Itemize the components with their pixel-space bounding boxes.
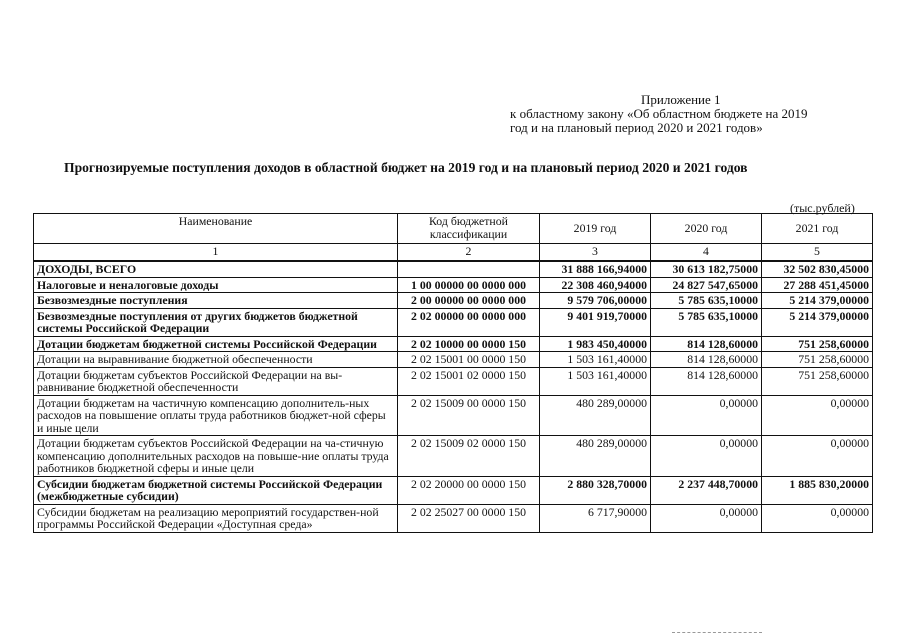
cell-2021: 0,00000 bbox=[762, 504, 873, 532]
cell-2019: 1 983 450,40000 bbox=[540, 336, 651, 352]
cell-name: Дотации бюджетам субъектов Российской Федерации на вы-равнивание бюджетной обеспеченности bbox=[34, 367, 398, 395]
table-body bbox=[34, 261, 873, 532]
header-name: Наименование bbox=[34, 214, 398, 244]
header-2020: 2020 год bbox=[651, 214, 762, 244]
column-number: 5 bbox=[762, 244, 873, 262]
column-number: 1 bbox=[34, 244, 398, 262]
cell-code: 2 02 00000 00 0000 000 bbox=[398, 308, 540, 336]
cell-name: ДОХОДЫ, ВСЕГО bbox=[34, 261, 398, 277]
cell-2020: 0,00000 bbox=[651, 436, 762, 477]
cell-2019: 9 579 706,00000 bbox=[540, 293, 651, 309]
scan-artifact bbox=[672, 632, 762, 636]
cell-name: Дотации на выравнивание бюджетной обеспеченности bbox=[34, 352, 398, 368]
cell-code: 2 02 15009 00 0000 150 bbox=[398, 395, 540, 436]
table-row bbox=[34, 504, 873, 532]
cell-2020: 814 128,60000 bbox=[651, 352, 762, 368]
table-row bbox=[34, 277, 873, 293]
cell-2019: 31 888 166,94000 bbox=[540, 261, 651, 277]
cell-2019: 480 289,00000 bbox=[540, 436, 651, 477]
cell-code bbox=[398, 261, 540, 277]
header-code: Код бюджетной классификации bbox=[398, 214, 540, 244]
cell-name: Дотации бюджетам на частичную компенсацию дополнитель-ных расходов на повышение оплаты труда работников бюджет-ной сферы и иные цели bbox=[34, 395, 398, 436]
cell-2021: 27 288 451,45000 bbox=[762, 277, 873, 293]
table-row bbox=[34, 436, 873, 477]
cell-code: 2 00 00000 00 0000 000 bbox=[398, 293, 540, 309]
cell-2020: 814 128,60000 bbox=[651, 336, 762, 352]
column-number: 2 bbox=[398, 244, 540, 262]
table-row bbox=[34, 476, 873, 504]
table-row bbox=[34, 367, 873, 395]
cell-name: Безвозмездные поступления от других бюджетов бюджетной системы Российской Федерации bbox=[34, 308, 398, 336]
column-number: 4 bbox=[651, 244, 762, 262]
header-2019: 2019 год bbox=[540, 214, 651, 244]
cell-name: Безвозмездные поступления bbox=[34, 293, 398, 309]
cell-code: 1 00 00000 00 0000 000 bbox=[398, 277, 540, 293]
cell-2019: 22 308 460,94000 bbox=[540, 277, 651, 293]
cell-2021: 0,00000 bbox=[762, 395, 873, 436]
cell-name: Субсидии бюджетам бюджетной системы Российской Федерации (межбюджетные субсидии) bbox=[34, 476, 398, 504]
cell-code: 2 02 15001 00 0000 150 bbox=[398, 352, 540, 368]
cell-2019: 9 401 919,70000 bbox=[540, 308, 651, 336]
cell-name: Налоговые и неналоговые доходы bbox=[34, 277, 398, 293]
table-row bbox=[34, 395, 873, 436]
cell-2020: 24 827 547,65000 bbox=[651, 277, 762, 293]
cell-code: 2 02 15009 02 0000 150 bbox=[398, 436, 540, 477]
cell-2019: 480 289,00000 bbox=[540, 395, 651, 436]
cell-name: Дотации бюджетам субъектов Российской Федерации на ча-стичную компенсацию дополнительных расходов на повыше-ние оплаты труда работников бюджетной сферы и иные цели bbox=[34, 436, 398, 477]
units-label: (тыс.рублей) bbox=[790, 201, 855, 215]
table-header-row bbox=[34, 214, 873, 244]
cell-2019: 2 880 328,70000 bbox=[540, 476, 651, 504]
column-number-row bbox=[34, 244, 873, 262]
cell-2021: 751 258,60000 bbox=[762, 336, 873, 352]
header-2021: 2021 год bbox=[762, 214, 873, 244]
cell-name: Субсидии бюджетам на реализацию мероприятий государствен-ной программы Российской Федерации «Доступная среда» bbox=[34, 504, 398, 532]
cell-2019: 1 503 161,40000 bbox=[540, 352, 651, 368]
appendix-label: Приложение 1 bbox=[641, 92, 721, 107]
cell-code: 2 02 25027 00 0000 150 bbox=[398, 504, 540, 532]
cell-2020: 0,00000 bbox=[651, 504, 762, 532]
cell-name: Дотации бюджетам бюджетной системы Российской Федерации bbox=[34, 336, 398, 352]
cell-2021: 751 258,60000 bbox=[762, 352, 873, 368]
table-row bbox=[34, 293, 873, 309]
table-row bbox=[34, 308, 873, 336]
column-number: 3 bbox=[540, 244, 651, 262]
cell-2020: 0,00000 bbox=[651, 395, 762, 436]
cell-2021: 0,00000 bbox=[762, 436, 873, 477]
cell-2020: 814 128,60000 bbox=[651, 367, 762, 395]
cell-code: 2 02 15001 02 0000 150 bbox=[398, 367, 540, 395]
cell-2021: 5 214 379,00000 bbox=[762, 293, 873, 309]
cell-2019: 1 503 161,40000 bbox=[540, 367, 651, 395]
cell-2021: 32 502 830,45000 bbox=[762, 261, 873, 277]
document-title: Прогнозируемые поступления доходов в областной бюджет на 2019 год и на плановый период 2020 и 2021 годов bbox=[64, 160, 748, 175]
cell-2020: 2 237 448,70000 bbox=[651, 476, 762, 504]
cell-2021: 5 214 379,00000 bbox=[762, 308, 873, 336]
cell-2021: 1 885 830,20000 bbox=[762, 476, 873, 504]
cell-2020: 5 785 635,10000 bbox=[651, 308, 762, 336]
cell-2020: 30 613 182,75000 bbox=[651, 261, 762, 277]
table-row bbox=[34, 352, 873, 368]
appendix-law-line2: год и на плановый период 2020 и 2021 годов» bbox=[510, 120, 763, 135]
table-row bbox=[34, 261, 873, 277]
appendix-law-line1: к областному закону «Об областном бюджете на 2019 bbox=[510, 106, 808, 121]
cell-2021: 751 258,60000 bbox=[762, 367, 873, 395]
cell-code: 2 02 20000 00 0000 150 bbox=[398, 476, 540, 504]
cell-2019: 6 717,90000 bbox=[540, 504, 651, 532]
cell-code: 2 02 10000 00 0000 150 bbox=[398, 336, 540, 352]
cell-2020: 5 785 635,10000 bbox=[651, 293, 762, 309]
appendix-note bbox=[510, 93, 880, 135]
revenue-table bbox=[33, 213, 873, 533]
table-row bbox=[34, 336, 873, 352]
